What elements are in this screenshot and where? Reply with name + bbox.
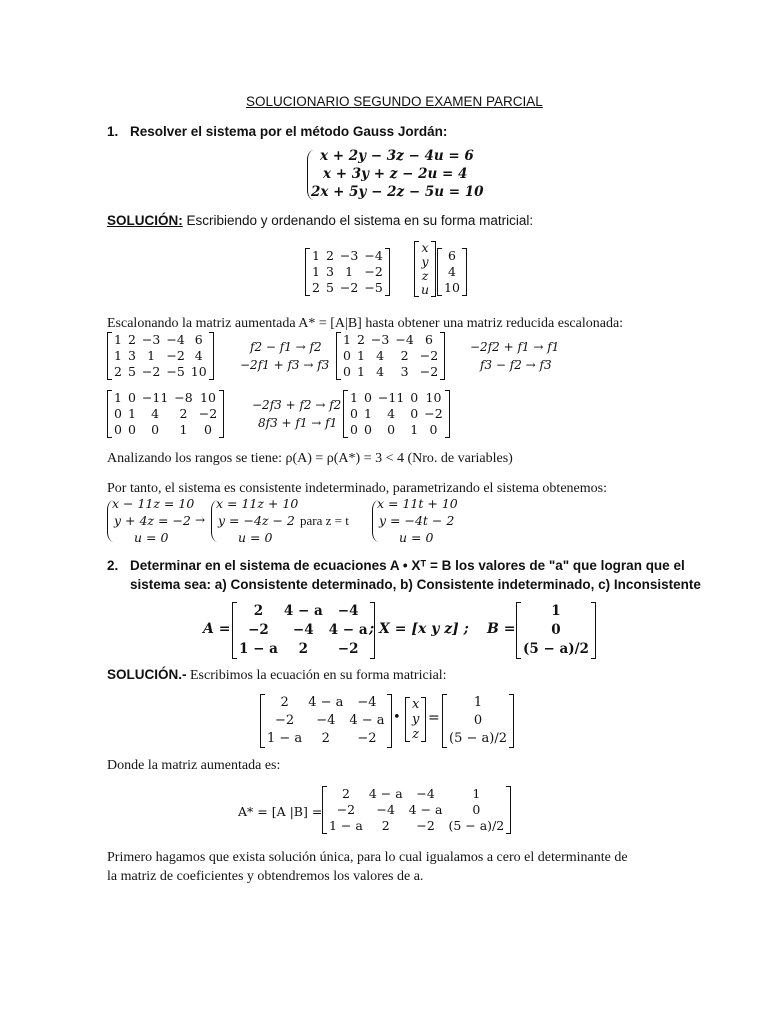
solution-label-2	[107, 667, 447, 684]
matrix-cell: 10	[444, 280, 460, 295]
param-a-3: u = 0	[134, 530, 169, 545]
variable-vector-xyz	[405, 697, 426, 742]
rhs-vector	[437, 248, 467, 296]
matrix-cell: 5	[325, 280, 334, 295]
problem-1-number: 1.	[107, 124, 119, 139]
param-b-3: u = 0	[238, 530, 273, 545]
augmented-matrix-2	[336, 332, 445, 380]
matrix-cell: 4 − a	[328, 622, 368, 638]
matrix-cell: 6	[425, 332, 433, 347]
solution-text: Escribiendo y ordenando el sistema en su forma matricial:	[182, 213, 534, 228]
matrix-cell: 1	[551, 603, 561, 619]
param-c-1: x = 11t + 10	[377, 496, 458, 511]
matrix-cell: 2	[321, 731, 330, 746]
matrix-cell: 1	[312, 264, 320, 279]
matrix-cell: −3	[339, 248, 359, 263]
matrix-cell: 2	[253, 603, 264, 619]
matrix-cell: 0	[410, 406, 419, 421]
matrix-cell: 10	[190, 364, 207, 379]
matrix-cell: 3	[127, 348, 136, 363]
X-label: ; X = [x y z] ;	[369, 621, 469, 637]
matrix-cell: 4 − a	[308, 695, 344, 710]
problem-2-line-2: sistema sea: a) Consistente determinado, b) Consistente indeterminado, c) Inconsistente	[130, 577, 701, 592]
matrix-cell: −3	[141, 332, 161, 347]
matrix-cell: 2	[127, 332, 136, 347]
matrix-cell: 1	[345, 264, 354, 279]
system-eq-3: 2x + 5y − 2z − 5u = 10	[311, 184, 484, 200]
matrix-cell: 1	[343, 332, 351, 347]
matrix-cell: 4	[387, 406, 396, 421]
problem-2-line-1: Determinar en el sistema de ecuaciones A • Xᵀ = B los valores de "a" que logran que el	[130, 558, 685, 573]
matrix-cell: −2	[416, 818, 435, 833]
matrix-cell: 4	[194, 348, 203, 363]
equals-sign: =	[428, 710, 440, 726]
variable-vector	[414, 241, 436, 297]
solution-2-text: Escribimos la ecuación en su forma matricial:	[186, 668, 447, 683]
matrix-cell: −4	[166, 332, 185, 347]
donde-text: Donde la matriz aumentada es:	[107, 758, 281, 773]
matrix-cell: 5	[127, 364, 136, 379]
augmented-matrix-4	[343, 390, 450, 438]
coefficient-matrix	[305, 248, 390, 296]
matrix-cell: −2	[336, 802, 356, 817]
matrix-cell: 0	[429, 422, 438, 437]
param-b-2: y = −4z − 2	[218, 513, 295, 528]
matrix-cell: −2	[166, 348, 185, 363]
B-label: B =	[487, 621, 516, 637]
matrix-cell: 2	[400, 348, 409, 363]
matrix-cell: 2	[381, 818, 390, 833]
matrix-cell: 4 − a	[408, 802, 443, 817]
matrix-cell: 0	[114, 422, 122, 437]
matrix-cell: 0	[551, 622, 561, 638]
matrix-cell: 0	[387, 422, 396, 437]
matrix-A-form	[260, 694, 392, 748]
system-eq-1: x + 2y − 3z − 4u = 6	[320, 148, 474, 164]
matrix-cell: −2	[357, 731, 377, 746]
matrix-cell: 0	[350, 406, 358, 421]
matrix-cell: −4	[376, 802, 395, 817]
matrix-cell: 6	[194, 332, 203, 347]
matrix-cell: 4	[151, 406, 160, 421]
matrix-cell: −8	[174, 390, 193, 405]
matrix-cell: 1	[179, 422, 188, 437]
matrix-cell: −4	[316, 713, 336, 728]
matrix-cell: −2	[337, 641, 359, 657]
matrix-cell: −11	[377, 390, 405, 405]
A-label: A =	[203, 621, 231, 637]
matrix-A	[232, 602, 375, 659]
system-eq-2: x + 3y + z − 2u = 4	[323, 166, 468, 182]
matrix-cell: −2	[424, 406, 443, 421]
matrix-cell: −5	[166, 364, 185, 379]
matrix-cell: 1	[147, 348, 156, 363]
matrix-cell: y	[421, 254, 429, 269]
matrix-cell: 1	[363, 406, 372, 421]
matrix-cell: 10	[425, 390, 442, 405]
matrix-cell: 2	[356, 332, 365, 347]
matrix-cell: (5 − a)/2	[448, 818, 505, 833]
para-text: para z = t	[300, 513, 349, 528]
matrix-cell: −4	[416, 786, 435, 801]
matrix-cell: −4	[395, 332, 414, 347]
matrix-cell: −2	[364, 264, 383, 279]
matrix-cell: y	[412, 712, 420, 727]
matrix-cell: −4	[337, 603, 359, 619]
row-op-1a: f2 − f1 → f2	[250, 340, 322, 354]
matrix-cell: 6	[447, 248, 456, 263]
solution-label-1	[107, 213, 533, 228]
matrix-cell: u	[421, 282, 430, 297]
row-op-2b: f3 − f2 → f3	[480, 358, 552, 372]
param-a-1: x − 11z = 10	[112, 496, 195, 511]
matrix-cell: 2	[114, 364, 122, 379]
matrix-cell: 2	[298, 641, 308, 657]
matrix-cell: 1 − a	[239, 641, 278, 657]
matrix-cell: 0	[151, 422, 160, 437]
matrix-cell: −4	[357, 695, 377, 710]
matrix-cell: 0	[473, 713, 483, 728]
solution-label-text: SOLUCIÓN:	[107, 213, 183, 228]
matrix-cell: 1	[473, 695, 483, 710]
matrix-cell: −2	[198, 406, 218, 421]
matrix-cell: 1	[312, 248, 320, 263]
matrix-cell: z	[412, 727, 420, 742]
matrix-cell: −2	[339, 280, 359, 295]
augmented-label: A* = [A |B] =	[238, 804, 323, 819]
matrix-cell: 0	[343, 364, 351, 379]
matrix-cell: z	[421, 268, 429, 283]
matrix-cell: 1	[472, 786, 481, 801]
matrix-cell: 0	[410, 390, 419, 405]
matrix-cell: 2	[325, 248, 334, 263]
row-op-3a: −2f3 + f2 → f2	[252, 398, 342, 412]
matrix-cell: 1	[114, 390, 122, 405]
matrix-cell: 4 − a	[283, 603, 323, 619]
matrix-cell: 4	[447, 264, 456, 279]
matrix-cell: 1	[127, 406, 136, 421]
matrix-cell: 0	[363, 422, 372, 437]
matrix-cell: −2	[275, 713, 295, 728]
matrix-cell: 0	[350, 422, 358, 437]
matrix-cell: 2	[341, 786, 350, 801]
matrix-cell: 4	[376, 364, 385, 379]
portanto-text: Por tanto, el sistema es consistente indeterminado, parametrizando el sistema obtenemos:	[107, 481, 607, 496]
matrix-cell: 10	[200, 390, 216, 405]
matrix-cell: 0	[203, 422, 212, 437]
row-op-1b: −2f1 + f3 → f3	[240, 358, 330, 372]
matrix-cell: −4	[364, 248, 383, 263]
matrix-cell: 1	[356, 348, 365, 363]
param-c-3: u = 0	[399, 530, 434, 545]
matrix-cell: x	[421, 240, 429, 255]
param-b-1: x = 11z + 10	[216, 496, 299, 511]
matrix-cell: 0	[127, 390, 136, 405]
matrix-cell: 1	[350, 390, 358, 405]
matrix-cell: −2	[248, 622, 269, 638]
matrix-cell: 3	[400, 364, 409, 379]
matrix-cell: −11	[141, 390, 169, 405]
page-title: SOLUCIONARIO SEGUNDO EXAMEN PARCIAL	[246, 94, 543, 109]
matrix-cell: −2	[141, 364, 161, 379]
rangos-text: Analizando los rangos se tiene: ρ(A) = ρ(A*) = 3 < 4 (Nro. de variables)	[107, 451, 513, 466]
matrix-cell: x	[412, 697, 420, 712]
matrix-cell: 1	[356, 364, 365, 379]
augmented-matrix-1	[107, 332, 214, 380]
augmented-matrix-3	[107, 390, 224, 438]
matrix-cell: 1	[410, 422, 419, 437]
matrix-B-form	[442, 694, 514, 748]
problem-2-number: 2.	[107, 558, 119, 573]
arrow-1: →	[195, 513, 206, 527]
dot-operator: •	[393, 710, 401, 725]
matrix-cell: −4	[292, 622, 314, 638]
matrix-cell: 1	[114, 348, 122, 363]
param-c-2: y = −4t − 2	[379, 513, 455, 528]
primero-line-1: Primero hagamos que exista solución única, para lo cual igualamos a cero el determinante de	[107, 850, 628, 865]
matrix-cell: 1 − a	[329, 818, 363, 833]
row-op-2a: −2f2 + f1 → f1	[470, 340, 560, 354]
matrix-cell: 1 − a	[267, 731, 303, 746]
problem-1-statement: Resolver el sistema por el método Gauss Jordán:	[130, 124, 448, 139]
matrix-cell: 0	[343, 348, 351, 363]
matrix-cell: −3	[370, 332, 390, 347]
matrix-cell: 2	[280, 695, 289, 710]
matrix-cell: 0	[472, 802, 481, 817]
matrix-cell: 2	[312, 280, 320, 295]
matrix-cell: 0	[363, 390, 372, 405]
matrix-cell: 3	[325, 264, 334, 279]
matrix-cell: −5	[364, 280, 383, 295]
param-a-2: y + 4z = −2	[114, 513, 191, 528]
row-op-3b: 8f3 + f1 → f1	[258, 416, 338, 430]
matrix-B	[516, 602, 596, 659]
augmented-matrix-a	[322, 786, 511, 834]
matrix-cell: −2	[419, 364, 439, 379]
solution-2-label: SOLUCIÓN.-	[107, 667, 187, 682]
matrix-cell: 4	[376, 348, 385, 363]
primero-line-2: la matriz de coeficientes y obtendremos los valores de a.	[107, 869, 424, 884]
escalonando-text: Escalonando la matriz aumentada A* = [A|B] hasta obtener una matriz reducida escalonada:	[107, 316, 624, 331]
matrix-cell: 4 − a	[368, 786, 403, 801]
matrix-cell: 2	[179, 406, 188, 421]
matrix-cell: (5 − a)/2	[523, 641, 589, 657]
matrix-cell: (5 − a)/2	[449, 731, 507, 746]
matrix-cell: 0	[127, 422, 136, 437]
matrix-cell: −2	[419, 348, 439, 363]
matrix-cell: 1	[114, 332, 122, 347]
matrix-cell: 0	[114, 406, 122, 421]
matrix-cell: 4 − a	[349, 713, 385, 728]
